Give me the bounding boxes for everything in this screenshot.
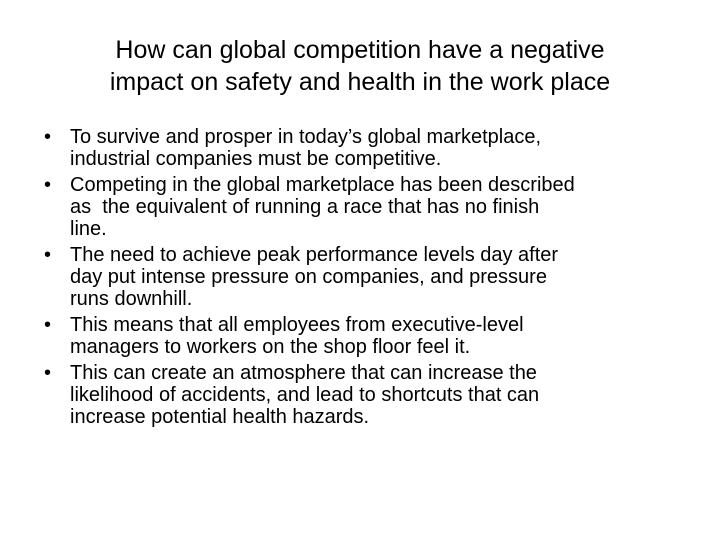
bullet-text-line: day put intense pressure on companies, and pressure [70,266,547,288]
bullet-item [44,362,684,428]
bullet-item [44,126,684,170]
bullet-text-line: This can create an atmosphere that can increase the [70,362,537,384]
bullet-text-line: Competing in the global marketplace has been described [70,174,575,196]
bullet-text-line: line. [70,218,107,240]
bullet-dot-icon: • [44,314,52,336]
bullet-text-line: industrial companies must be competitive. [70,148,442,170]
bullet-item [44,244,684,310]
bullet-text-line: This means that all employees from executive-level [70,314,524,336]
bullet-text-line: runs downhill. [70,288,193,310]
bullet-dot-icon: • [44,174,52,196]
bullet-item [44,314,684,358]
bullet-dot-icon: • [44,362,52,384]
bullet-text-line: as the equivalent of running a race that has no finish [70,196,540,218]
bullet-text-line: increase potential health hazards. [70,406,370,428]
bullet-dot-icon: • [44,126,52,148]
slide-title [40,34,680,98]
bullet-dot-icon: • [44,244,52,266]
slide-title-line: How can global competition have a negative [115,36,605,64]
bullet-text-line: likelihood of accidents, and lead to shortcuts that can [70,384,540,406]
bullet-list [44,126,684,432]
bullet-text-line: managers to workers on the shop floor feel it. [70,336,471,358]
slide-title-line: impact on safety and health in the work place [109,68,611,96]
bullet-text-line: To survive and prosper in today’s global marketplace, [70,126,541,148]
bullet-item [44,174,684,240]
bullet-text-line: The need to achieve peak performance levels day after [70,244,559,266]
